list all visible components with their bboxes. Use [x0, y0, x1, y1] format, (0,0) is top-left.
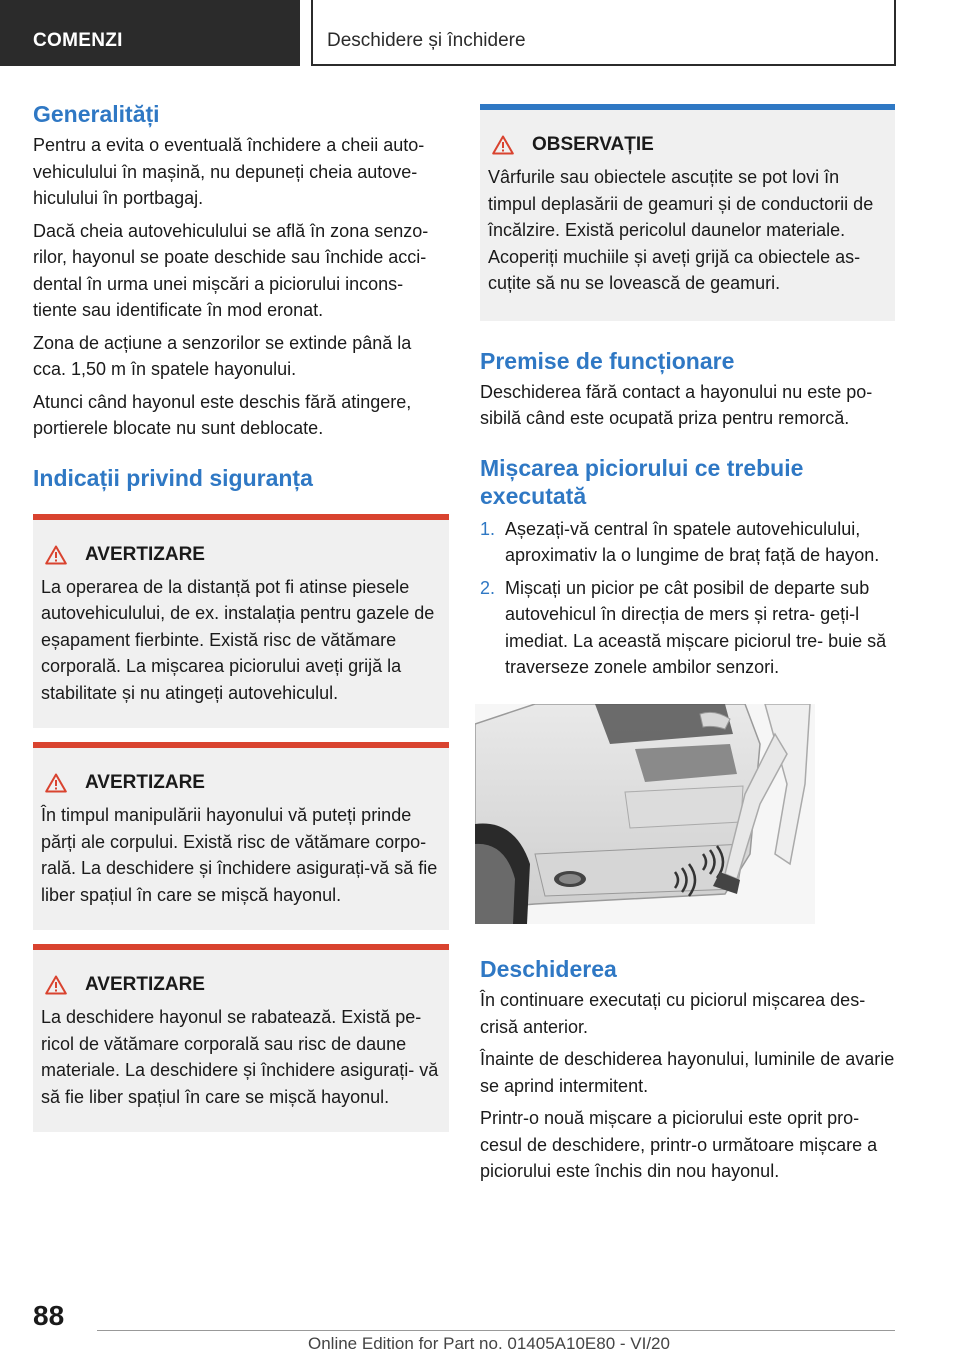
warning-triangle-icon — [45, 545, 67, 565]
general-paragraph: Dacă cheia autovehiculului se află în zona senzo- rilor, hayonul se poate deschide sau închide acci- dental în urma unei mișcări a piciorului incons- tiente sau identificate în mod eronat. — [33, 220, 429, 320]
section-tab: COMENZI — [0, 0, 300, 66]
step-number: 1. — [480, 518, 496, 539]
notice-text: Vârfurile sau obiectele ascuțite se pot lovi în timpul deplasării de geamuri și de conductorii de încălzire. Există pericolul daunelor materiale. Acoperiți muchiile și aveți grijă ca obiectele as- cuțite să nu se lovească de geamuri. — [488, 167, 874, 293]
warning-text: În timpul manipulării hayonului vă puteți prinde părți ale corpului. Există risc de vătămare corpo- rală. La deschidere și închidere asigurați-vă să fie liber spațiul în care se mișcă hayonul. — [41, 805, 438, 905]
warning-text: La deschidere hayonul se rabatează. Există pe- ricol de vătămare corporală sau risc de daune materiale. La deschidere și închidere asigurați- vă să fie liber spațiul în care se mișcă hayonul. — [41, 1007, 439, 1107]
general-paragraph: Atunci când hayonul este deschis fără atingere, portierele blocate nu sunt deblocate. — [33, 391, 412, 438]
footer-divider — [97, 1330, 895, 1331]
step-item — [480, 575, 895, 681]
left-column — [33, 100, 449, 1132]
warning-text: La operarea de la distanță pot fi atinse piesele autovehiculului, de ex. instalația pentru gazele de eșapament fierbinte. Există risc de vătămare corporală. La mișcarea piciorului aveți grijă la stabilitate și nu atingeți autovehiculul. — [41, 576, 435, 703]
notice-title-row — [480, 132, 895, 158]
chapter-tab: Deschidere și închidere — [311, 0, 896, 66]
steps-list — [480, 516, 895, 681]
warning-box — [33, 514, 449, 729]
page-header — [0, 0, 960, 66]
step-item — [480, 516, 895, 569]
general-paragraph: Zona de acțiune a senzorilor se extinde până la cca. 1,50 m în spatele hayonului. — [33, 332, 412, 379]
notice-triangle-icon — [492, 135, 514, 155]
opening-paragraph: În continuare executați cu piciorul mișcarea des- crisă anterior. — [480, 990, 866, 1037]
opening-section — [480, 955, 895, 1185]
warning-title: AVERTIZARE — [85, 974, 205, 995]
right-column — [480, 104, 895, 681]
movement-heading: Mișcarea piciorului ce trebuie executată — [480, 454, 804, 509]
warning-box — [33, 944, 449, 1132]
warning-title: AVERTIZARE — [85, 543, 205, 565]
warning-title-row — [33, 542, 449, 568]
warning-box — [33, 742, 449, 930]
premise-heading: Premise de funcționare — [480, 347, 735, 374]
warning-triangle-icon — [45, 773, 67, 793]
warning-title-row — [33, 972, 449, 998]
opening-paragraph: Înainte de deschiderea hayonului, luminile de avarie se aprind intermitent. — [480, 1049, 895, 1096]
illustration-svg — [475, 704, 815, 924]
warning-title: AVERTIZARE — [85, 772, 205, 793]
warning-title-row — [33, 770, 449, 796]
safety-heading: Indicații privind siguranța — [33, 464, 313, 491]
notice-box — [480, 104, 895, 321]
step-text: Așezați-vă central în spatele autovehiculului, aproximativ la o lungime de braț față de hayon. — [505, 518, 880, 565]
foot-gesture-illustration — [475, 704, 815, 924]
step-number: 2. — [480, 577, 496, 598]
opening-heading: Deschiderea — [480, 956, 617, 982]
page-number: 88 — [33, 1300, 65, 1331]
premise-text: Deschiderea fără contact a hayonului nu este po- sibilă când este ocupată priza pentru remorcă. — [480, 381, 873, 428]
opening-paragraph: Printr-o nouă mișcare a piciorului este oprit pro- cesul de deschidere, printr-o următoare mișcare a piciorului este închis din nou hayonul. — [480, 1108, 878, 1181]
general-heading: Generalități — [33, 101, 160, 127]
warning-triangle-icon — [45, 975, 67, 995]
notice-title: OBSERVAȚIE — [532, 134, 654, 155]
step-text: Mișcați un picior pe cât posibil de departe sub autovehicul în direcția de mers și retra- geți-l imediat. La această mișcare piciorul tre- buie să traverseze zonele ambilor senzori. — [505, 577, 887, 677]
footer-edition: Online Edition for Part no. 01405A10E80 - VI/20 — [308, 1334, 670, 1353]
general-paragraph: Pentru a evita o eventuală închidere a cheii auto- vehiculului în mașină, nu depuneți cheia autove- hiculului în portbagaj. — [33, 135, 425, 208]
